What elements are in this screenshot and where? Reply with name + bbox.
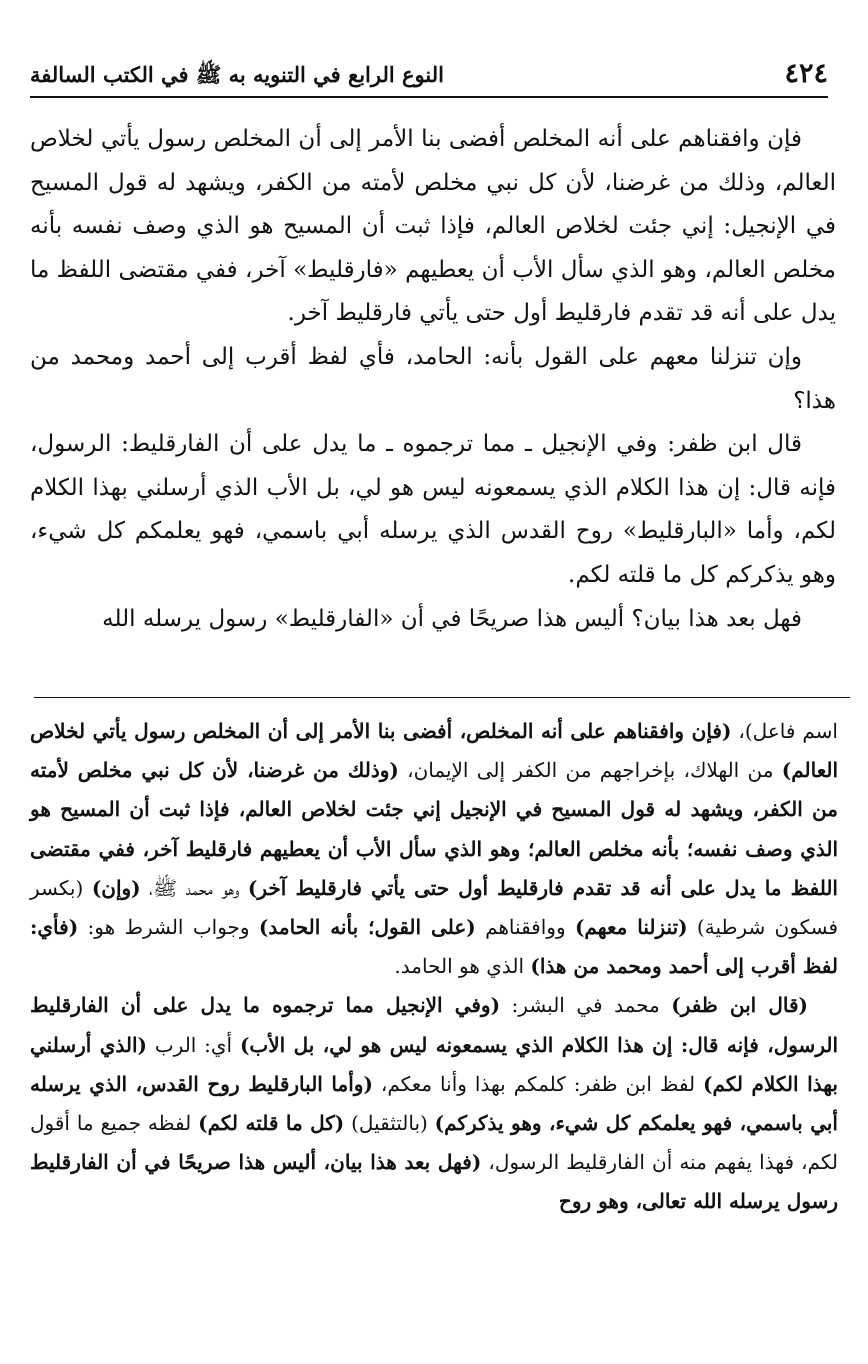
page-header — [30, 56, 828, 98]
main-paragraph-4: فهل بعد هذا بيان؟ أليس هذا صريحًا في أن «الفارقليط» رسول يرسله الله — [102, 605, 802, 632]
quoted-text-segment: (الذي أرسلني بهذا الكلام لكم) — [30, 1032, 838, 1096]
commentary-segment: (بالتثقيل) — [344, 1111, 435, 1136]
quoted-text-segment: (على القول؛ بأنه الحامد) — [258, 915, 476, 940]
commentary-segment: الذي هو الحامد. — [394, 954, 531, 979]
quoted-text-segment: (قال ابن ظفر) — [671, 993, 808, 1018]
quoted-text-segment: (وفي الإنجيل مما ترجموه ما يدل على أن الفارقليط الرسول، فإنه قال: إن هذا الكلام الذي يسمعونه ليس هو لي، بل الأب) — [30, 993, 838, 1057]
quoted-text-segment: (فإن وافقناهم على أنه المخلص، أفضى بنا الأمر إلى أن المخلص رسول يأتي لخلاص العالم) — [30, 719, 839, 783]
quoted-text-segment: (وأما البارقليط روح القدس، الذي يرسله أبي باسمي، فهو يعلمكم كل شيء، وهو يذكركم) — [30, 1071, 838, 1136]
quoted-text-segment: (وإن) — [91, 875, 141, 900]
commentary-segment: (بكسر فسكون شرطية) — [30, 875, 839, 940]
commentary-segment: اسم فاعل)، — [731, 719, 838, 743]
commentary-paragraph-1 — [30, 712, 838, 986]
running-title: النوع الرابع في التنويه به ﷺ في الكتب السالفة — [30, 62, 444, 87]
commentary-segment: ووافقناهم — [475, 915, 575, 940]
main-paragraph-3: قال ابن ظفر: وفي الإنجيل ـ مما ترجموه ـ ما يدل على أن الفارقليط: الرسول، فإنه قال: إن هذا الكلام الذي يسمعونه ليس هو لي، بل الأب الذي أرسلني بهذا الكلام لكم، وأما «البارقليط» روح القدس الذي يرسله أبي باسمي، فهو يعلمكم كل شيء، وهو يذكركم كل ما قلته لكم. — [30, 431, 836, 588]
main-paragraph-1: فإن وافقناهم على أنه المخلص أفضى بنا الأمر إلى أن المخلص رسول يأتي لخلاص العالم، وذلك من غرضنا، لأن كل نبي مخلص لأمته من الكفر، ويشهد له قول المسيح في الإنجيل: إني جئت لخلاص العالم، فإذا ثبت أن المسيح هو الذي وصف نفسه بأنه مخلص العالم، وهو الذي سأل الأب أن يعطيهم «فارقليط» آخر، ففي مقتضى اللفظ ما يدل على أنه قد تقدم فارقليط أول حتى يأتي فارقليط آخر. — [30, 126, 836, 327]
main-paragraph-2: وإن تنزلنا معهم على القول بأنه: الحامد، فأي لفظ أقرب إلى أحمد ومحمد من هذا؟ — [30, 343, 836, 414]
page-number: ٤٢٤ — [784, 58, 828, 89]
main-text — [30, 118, 836, 641]
quoted-text-segment: (كل ما قلته لكم) — [198, 1111, 345, 1136]
commentary-segment: لفظه جميع ما أقول لكم، فهذا يفهم منه أن الفارقليط الرسول، — [30, 1111, 838, 1175]
commentary-segment: وجواب الشرط هو: — [78, 915, 259, 940]
commentary-divider — [34, 697, 850, 698]
commentary-segment: وهو محمد ﷺ، — [140, 875, 248, 900]
quoted-text-segment: (فهل بعد هذا بيان، أليس هذا صريحًا في أن الفارقليط رسول يرسله الله تعالى، وهو روح — [30, 1150, 838, 1214]
quoted-text-segment: (وذلك من غرضنا، لأن كل نبي مخلص لأمته من الكفر، ويشهد له قول المسيح في الإنجيل إني جئت لخلاص العالم، فإذا ثبت أن المسيح هو الذي وصف نفسه؛ بأنه مخلص العالم؛ وهو الذي سأل الأب أن يعطيهم فارقليط آخر، ففي مقتضى اللفظ ما يدل على أنه قد تقدم فارقليط أول حتى يأتي فارقليط آخر) — [30, 758, 838, 900]
quoted-text-segment: (فأي: لفظ أقرب إلى أحمد ومحمد من هذا) — [30, 915, 838, 979]
commentary-segment: من الهلاك، بإخراجهم من الكفر إلى الإيمان، — [398, 758, 782, 783]
commentary-text — [30, 712, 838, 1222]
quoted-text-segment: (تنزلنا معهم) — [574, 915, 688, 940]
commentary-segment: أي: الرب — [147, 1032, 240, 1057]
commentary-segment: لفظ ابن ظفر: كلمكم بهذا وأنا معكم، — [372, 1071, 704, 1096]
commentary-segment: محمد في البشر: — [500, 993, 672, 1018]
commentary-paragraph-2 — [30, 986, 838, 1221]
